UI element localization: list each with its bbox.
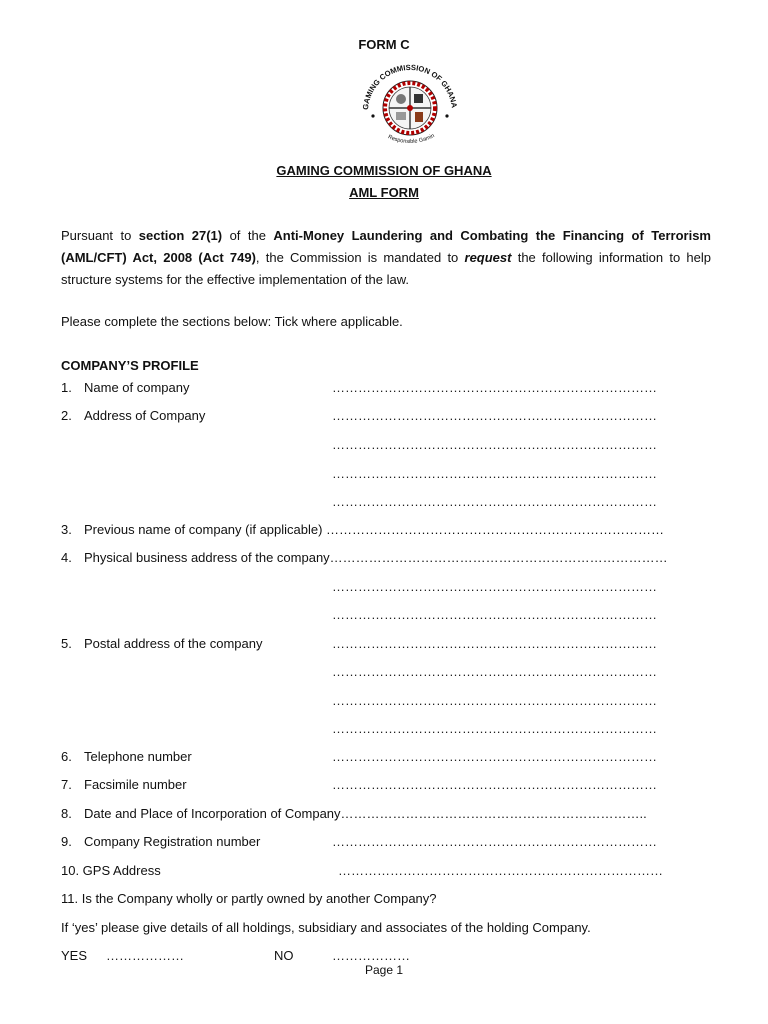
label-company-name: Name of company	[84, 380, 190, 395]
label-company-address: Address of Company	[84, 408, 206, 423]
field-incorporation[interactable]: Date and Place of Incorporation of Company……………………………………………………………..	[84, 806, 647, 821]
label-facsimile: Facsimile number	[84, 777, 187, 792]
intro-request-word: request	[464, 250, 512, 265]
item-number: 3.	[61, 522, 72, 537]
field-physical-address-3[interactable]: …………………………………………………………………	[332, 607, 657, 622]
item-number: 1.	[61, 380, 72, 395]
no-label: NO	[274, 948, 294, 963]
item-number: 8.	[61, 806, 72, 821]
field-postal-address-4[interactable]: …………………………………………………………………	[332, 721, 657, 736]
item-number: 5.	[61, 636, 72, 651]
label-telephone: Telephone number	[84, 749, 192, 764]
logo-motto: Responsible Gamin	[386, 133, 436, 146]
yes-tick-field[interactable]: ………………	[106, 948, 184, 963]
field-postal-address-2[interactable]: …………………………………………………………………	[332, 664, 657, 679]
intro-section-ref: section 27(1)	[138, 228, 223, 243]
field-previous-name[interactable]: Previous name of company (if applicable) ……………………………………………………………………	[84, 522, 665, 537]
item-number: 6.	[61, 749, 72, 764]
logo-ring-text: GAMING COMMISSION OF GHANA	[360, 62, 459, 111]
label-postal-address: Postal address of the company	[84, 636, 263, 651]
field-telephone[interactable]: …………………………………………………………………	[332, 749, 657, 764]
field-company-address-1[interactable]: …………………………………………………………………	[332, 408, 657, 423]
field-physical-address-2[interactable]: …………………………………………………………………	[332, 579, 657, 594]
holdings-note: If ‘yes’ please give details of all holdings, subsidiary and associates of the holding Company.	[61, 920, 591, 935]
item-number: 9.	[61, 834, 72, 849]
item-number: 7.	[61, 777, 72, 792]
label-registration-number: Company Registration number	[84, 834, 261, 849]
field-company-name[interactable]: …………………………………………………………………	[332, 380, 657, 395]
form-title: AML FORM	[349, 185, 419, 200]
field-physical-address[interactable]: Physical business address of the company……………………………………………………………………	[84, 550, 668, 565]
field-postal-address-1[interactable]: …………………………………………………………………	[332, 636, 657, 651]
org-title: GAMING COMMISSION OF GHANA	[276, 163, 492, 178]
field-company-address-3[interactable]: …………………………………………………………………	[332, 466, 657, 481]
intro-text: , the Commission is mandated to	[255, 250, 465, 265]
field-gps-address[interactable]: …………………………………………………………………	[338, 863, 663, 878]
field-postal-address-3[interactable]: …………………………………………………………………	[332, 693, 657, 708]
intro-text: Pursuant to	[61, 228, 139, 243]
field-company-address-4[interactable]: …………………………………………………………………	[332, 494, 657, 509]
field-company-address-2[interactable]: …………………………………………………………………	[332, 437, 657, 452]
page-number: Page 1	[364, 963, 404, 977]
intro-act-name: Anti-Money Laundering and Combating the Financing of Terrorism (AML/CFT) Act, 2008 (Act 749)	[61, 228, 711, 265]
gaming-commission-logo	[354, 58, 466, 150]
yes-label: YES	[61, 948, 88, 963]
label-gps-address: 10. GPS Address	[61, 863, 161, 878]
form-label: FORM C	[358, 37, 410, 52]
section-title: COMPANY’S PROFILE	[61, 358, 199, 373]
intro-paragraph	[61, 225, 711, 291]
intro-text: of the	[222, 228, 274, 243]
field-registration-number[interactable]: …………………………………………………………………	[332, 834, 657, 849]
label-ownership-question: 11. Is the Company wholly or partly owned by another Company?	[61, 891, 437, 906]
item-number: 4.	[61, 550, 72, 565]
instruction-text: Please complete the sections below: Tick where applicable.	[61, 314, 403, 329]
field-facsimile[interactable]: …………………………………………………………………	[332, 777, 657, 792]
intro-text: the following information to help structure systems for the effective implementation of the law.	[61, 250, 712, 287]
no-tick-field[interactable]: ………………	[332, 948, 410, 963]
item-number: 2.	[61, 408, 72, 423]
